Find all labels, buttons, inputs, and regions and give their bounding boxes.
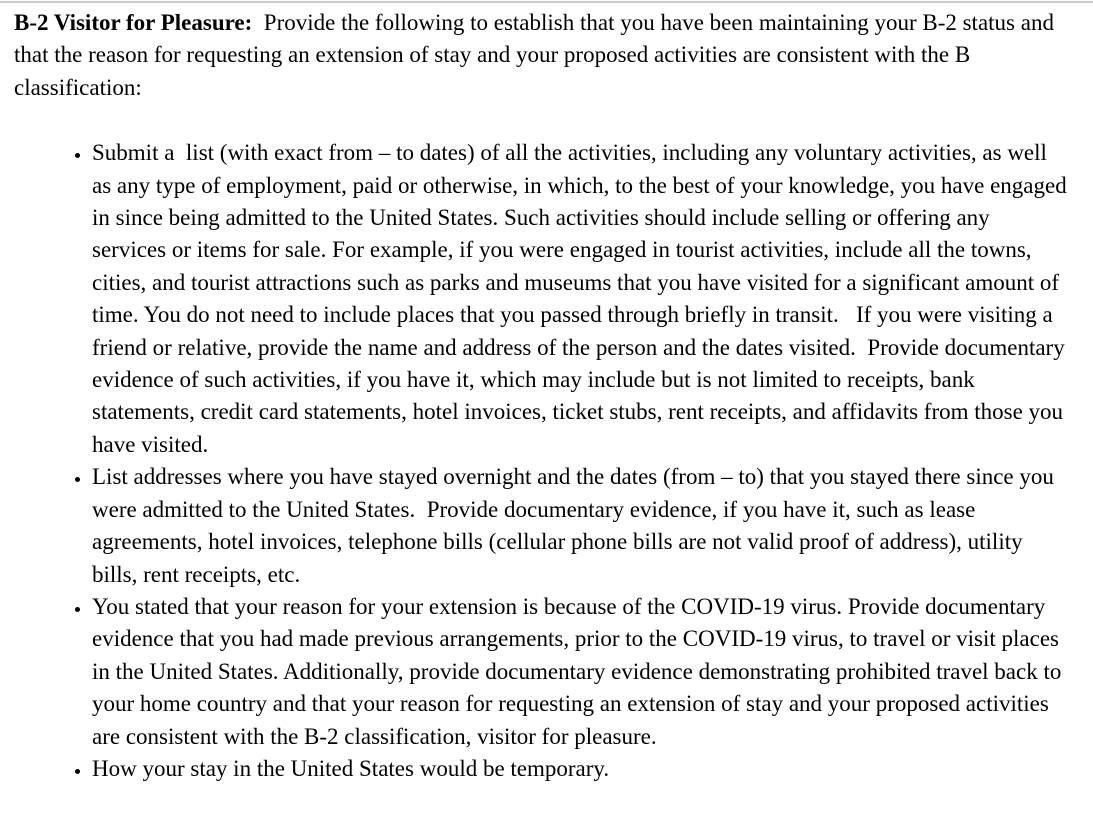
list-item-addresses: • List addresses where you have stayed overnight and the dates (from – to) that you stayed there since you were admitted to the United States. Provide documentary evidence, if you have it, such as lease agreements, hotel invoices, telephone bills (cellular phone bills are not valid proof of address), utility bills, rent receipts, etc.	[92, 461, 1067, 591]
intro-paragraph	[14, 7, 1067, 104]
list-item-activities: • Submit a list (with exact from – to dates) of all the activities, including any voluntary activities, as well as any type of employment, paid or otherwise, in which, to the best of your knowledge, you have engaged in since being admitted to the United States. Such activities should include selling or offering any services or items for sale. For example, if you were engaged in tourist activities, include all the towns, cities, and tourist attractions such as parks and museums that you have visited for a significant amount of time. You do not need to include places that you passed through briefly in transit. If you were visiting a friend or relative, provide the name and address of the person and the dates visited. Provide documentary evidence of such activities, if you have it, which may include but is not limited to receipts, bank statements, credit card statements, hotel invoices, ticket stubs, rent receipts, and affidavits from those you have visited.	[92, 137, 1067, 461]
section-title: B-2 Visitor for Pleasure:	[14, 10, 253, 35]
requirements-list	[14, 137, 1073, 785]
list-item-covid-reason: • You stated that your reason for your extension is because of the COVID-19 virus. Provide documentary evidence that you had made previous arrangements, prior to the COVID-19 virus, to travel or visit places in the United States. Additionally, provide documentary evidence demonstrating prohibited travel back to your home country and that your reason for requesting an extension of stay and your proposed activities are consistent with the B-2 classification, visitor for pleasure.	[92, 591, 1067, 753]
top-divider	[0, 1, 1093, 3]
intro-text: Provide the following to establish that you have been maintaining your B-2 status and that the reason for requesting an extension of stay and your proposed activities are consistent with the B classification:	[14, 10, 1060, 100]
list-item-temporary-stay: • How your stay in the United States would be temporary.	[92, 753, 1067, 785]
